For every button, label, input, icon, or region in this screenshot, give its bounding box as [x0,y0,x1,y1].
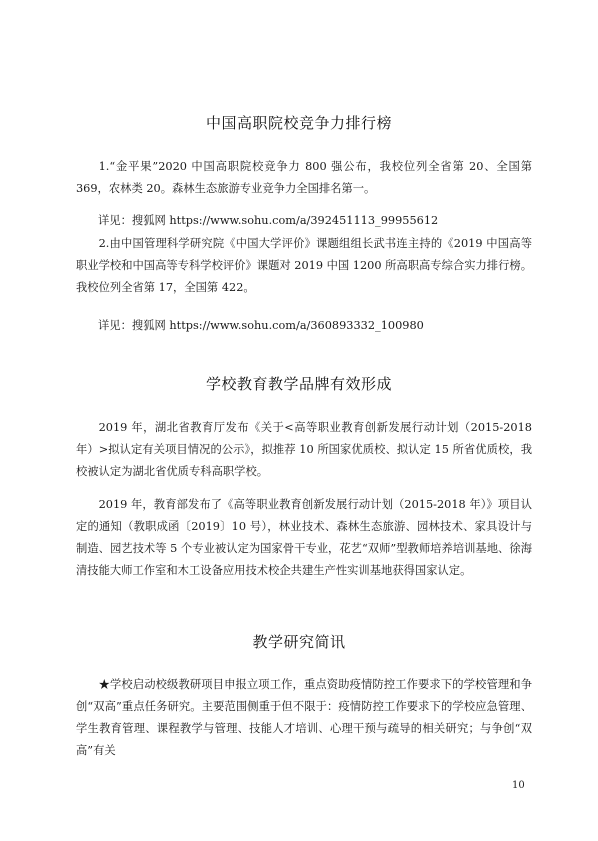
brand-paragraph-2: 2019 年，教育部发布了《高等职业教育创新发展行动计划（2015-2018 年）》项目认定的通知（教职成函〔2019〕10 号），林业技术、森林生态旅游、园林技术、家具设计与制造、园艺技术等 5 个专业被认定为国家骨干专业，花艺“双师”型教师培养培训基地、徐海清技能大师工作室和木工设备应用技术校企共建生产性实训基地获得国家认定。 [76,498,532,577]
ranking-item-2-reference: 详见：搜狐网 https://www.sohu.com/a/360893332_100980 [98,319,424,332]
ranking-item-1-reference: 详见：搜狐网 https://www.sohu.com/a/392451113_99955612 [98,214,439,227]
section-title-competitiveness-ranking: 中国高职院校竞争力排行榜 [205,114,392,132]
page-number: 10 [512,780,525,791]
section-title-research-news: 教学研究简讯 [252,633,346,651]
section-title-teaching-brand: 学校教育教学品牌有效形成 [205,375,392,393]
research-news-paragraph: ★学校启动校级教研项目申报立项工作，重点资助疫情防控工作要求下的学校管理和争创“双高”重点任务研究。主要范围侧重于但不限于：疫情防控工作要求下的学校应急管理、学生教育管理、课程教学与管理、技能人才培训、心理干预与疏导的相关研究；与争创“双高”有关 [76,678,532,757]
brand-paragraph-1: 2019 年，湖北省教育厅发布《关于<高等职业教育创新发展行动计划（2015-2018 年）>拟认定有关项目情况的公示》，拟推荐 10 所国家优质校、拟认定 15 所省优质校，我校被认定为湖北省优质专科高职学校。 [76,421,532,478]
ranking-item-1: 1.“金平果”2020 中国高职院校竞争力 800 强公布，我校位列全省第 20、全国第 369，农林类 20。森林生态旅游专业竞争力全国排名第一。 [76,160,532,195]
ranking-item-2: 2.由中国管理科学研究院《中国大学评价》课题组组长武书连主持的《2019 中国高等职业学校和中国高等专科学校评价》课题对 2019 中国 1200 所高职高专综合实力排行榜。我校位列全省第 17，全国第 422。 [76,237,532,294]
